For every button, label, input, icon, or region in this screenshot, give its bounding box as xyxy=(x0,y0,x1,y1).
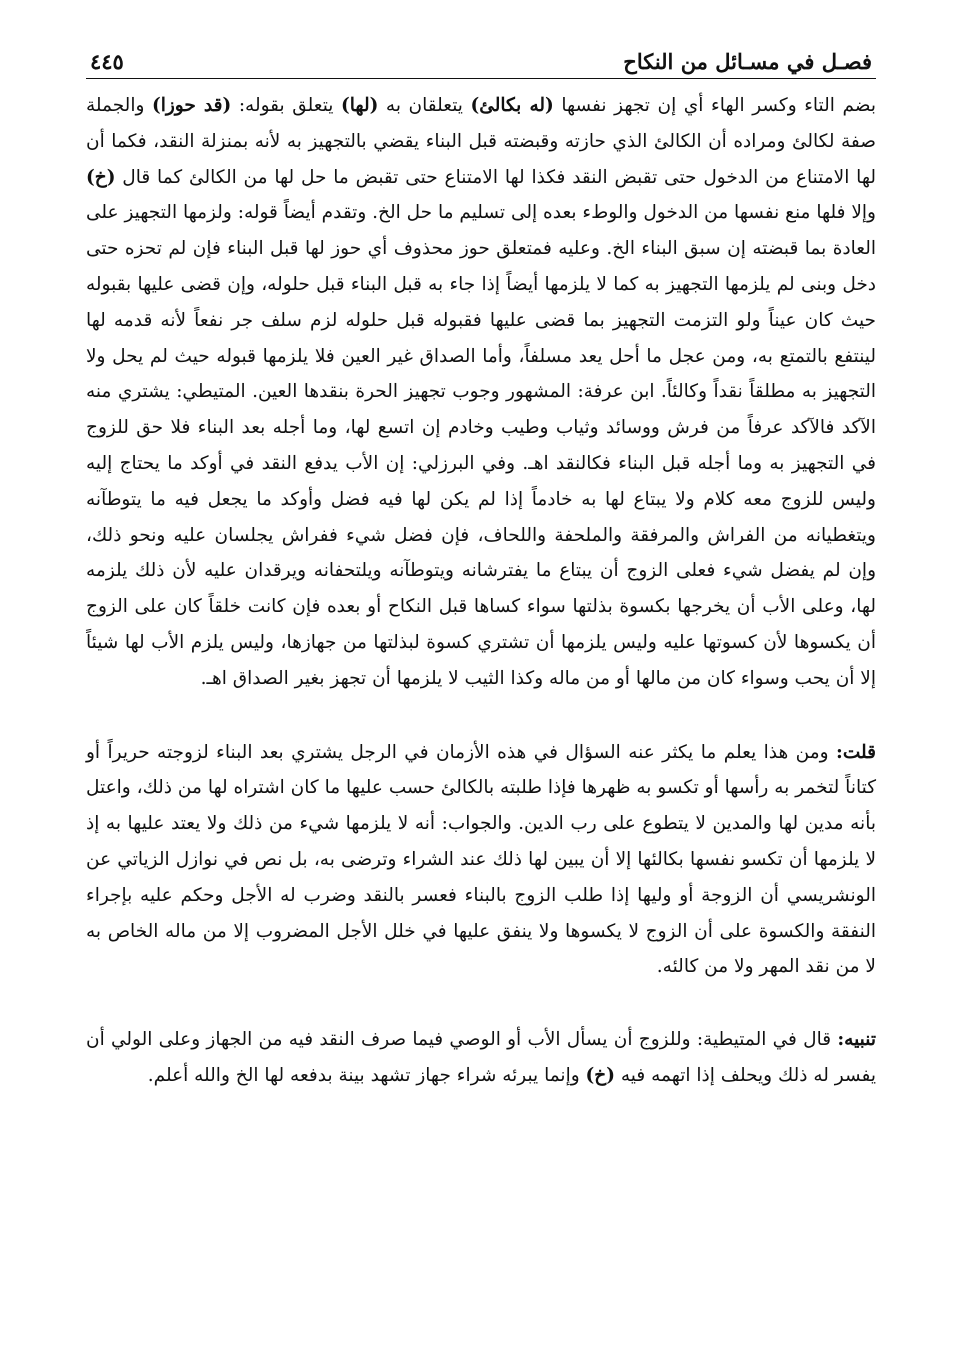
running-header xyxy=(86,30,876,79)
main-term-qad-hawwaza: (قد حوزا) xyxy=(151,95,232,116)
qultu-text: ومن هذا يعلم ما يكثر عنه السؤال في هذه الأزمان في الرجل يشتري بعد البناء لزوجته حريراً أو كتاناً لتخمر به رأسها أو تكسو به ظهرها فإذا طلبته بالكالئ حسب عليها ما كان اشتراه لها من ذلك، واعتل بأنه مدين لها والمدين لا يتطوع على رب الدين. والجواب: أنه لا يلزمها شيء من ذلك ولا يعتد عليها به إذ لا يلزمها أن تكسو نفسها بكالئها إلا أن يبين لها ذلك عند الشراء وترضى به، بل نص في نوازل الزياتي عن الونشريسي أن الزوجة أو وليها إذا طلب الزوج بالبناء فعسر بالنقد وضرب له الأجل وحكم عليه بإجراء النفقة والكسوة على أن الزوج لا يكسوها ولا ينفق عليها في خلل الأجل المضروب إلا من ماله الخاص به لا من نقد المهر ولا من كالئه. xyxy=(86,741,876,978)
main-mid-2: يتعلق بقوله: xyxy=(238,95,334,116)
tanbih-label: تنبيه: xyxy=(837,1029,876,1051)
page-number: ٤٤٥ xyxy=(90,49,124,74)
document-page xyxy=(86,30,876,1094)
main-tail: وإلا فلها منع نفسها من الدخول والوطء بعده إلى تسليم ما حل الخ. وتقدم أيضاً قوله: ولزمها التجهيز على العادة بما قبضته إن سبق البناء الخ. وعليه فمتعلق حوز محذوف أي حوز لها قبل البناء فإن لم تحزه حتى دخل وبنى لم يلزمها التجهيز به كما لا يلزمها أيضاً إذا جاء به قبل البناء قبل حلوله، وإن قضى عليها بقبوله حيث كان عيناً ولو التزمت التجهيز بما قضى عليها فقبوله قبل حلوله لزم سلف جر نفعاً لأنه قدمه لها لينتفع بالتمتع به، ومن عجل ما أحل يعد مسلفاً، وأما الصداق غير العين فلا يلزمها قبوله حيث لم يحل ولا التجهيز به مطلقاً نقداً وكالئاً. ابن عرفة: المشهور وجوب تجهيز الحرة بنقدها العين. المتيطي: يشتري منه الآكد فالآكد عرفاً من فرش ووسائد وثياب وطيب وخادم إن اتسع لها، وما أجله بعد البناء فلا حق للزوج في التجهيز به وما أجله قبل البناء فكالنقد اهـ. وفي البرزلي: إن الأب يدفع النقد في أوكد ما يحتاج إليه وليس للزوج معه كلام ولا يبتاع لها به خادماً إذا لم يكن لها فيه فضل وأوكد ما يجعل فيه ما يتوطآنه ويتغطيانه من الفراش والمرفقة والملحفة واللحاف، فإن فضل شيء ففراش يجلسان عليه ونحو ذلك، وإن لم يفضل شيء فعلى الزوج أن يبتاع ما يفترشانه ويتوطآنه ويلتحفانه ويرقدان عليه لأن ذلك يلزمه لها، وعلى الأب أن يخرجها بكسوة بذلتها سواء كساها قبل النكاح أو بعده فإن كانت خلقاً كان على الزوج أن يكسوها لأن كسوتها عليه وليس يلزمها أن تشتري كسوة لبذلتها من جهازها، وليس يلزم الأب لها شيئاً إلا أن يحب وسواء كان من مالها أو من ماله وكذا الثيب لا يلزمها أن تجهز بغير الصداق اهـ. xyxy=(86,202,876,689)
main-paragraph xyxy=(86,88,876,697)
tanbih-text-2: وإنما يبرئه شراء جهاز تشهد بينة بدفعه لها الخ والله أعلم. xyxy=(147,1064,580,1086)
tanbih-paragraph xyxy=(86,1022,876,1094)
main-body: والجملة صفة لكالئ ومراده أن الكالئ الذي حازته وقبضته قبل البناء يقضي بالتجهيز به لأنه بمنزلة النقد، فكما أن لها الامتناع من الدخول حتى تقبض النقد فكذا لها الامتناع حتى تقبض ما حل لها من الكالئ كما قال xyxy=(86,95,876,188)
qultu-paragraph xyxy=(86,735,876,986)
tanbih-term-kha: (خ) xyxy=(585,1064,615,1086)
tanbih-text-1: قال في المتيطية: وللزوج أن يسأل الأب أو الوصي فيما صرف النقد فيه من الجهاز وعلى الولي أن يفسر له ذلك ويحلف إذا اتهمه فيه xyxy=(86,1029,876,1086)
main-term-bikaali: (له بكالئ) xyxy=(470,95,554,116)
qultu-label: قلت: xyxy=(836,741,876,763)
main-term-laha: (لها) xyxy=(341,95,379,116)
main-lead: بضم التاء وكسر الهاء أي إن تجهز نفسها xyxy=(561,95,876,116)
main-term-kha: (خ) xyxy=(86,166,116,188)
main-mid-1: يتعلقان به xyxy=(385,95,463,116)
chapter-title: فصـل في مسـائل من النكاح xyxy=(623,49,872,74)
